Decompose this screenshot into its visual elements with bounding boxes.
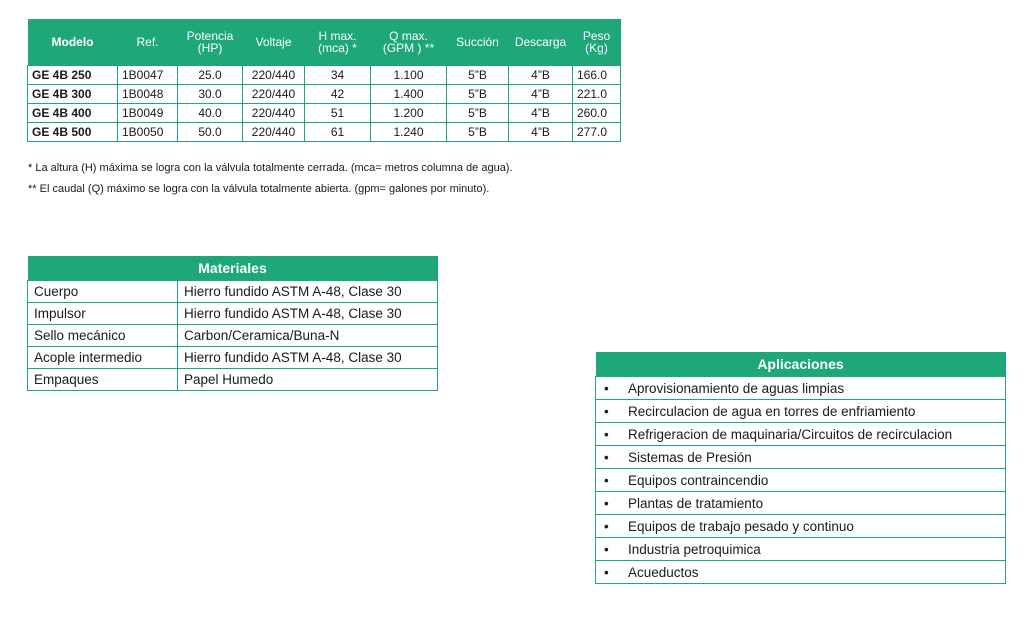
materials-table [27, 256, 438, 391]
list-item [596, 538, 1006, 561]
table-row [28, 325, 438, 347]
bullet-icon: • [604, 541, 609, 557]
cell-voltaje: 220/440 [243, 66, 305, 85]
header-hmax-line2: (mca) * [318, 41, 357, 55]
application-text: Sistemas de Presión [628, 449, 752, 465]
table-row [28, 369, 438, 391]
cell-ref: 1B0049 [118, 104, 178, 123]
table-row [28, 281, 438, 303]
material-value: Hierro fundido ASTM A-48, Clase 30 [178, 281, 438, 303]
header-potencia-line2: (HP) [197, 41, 223, 55]
cell-ref: 1B0050 [118, 123, 178, 142]
application-text: Equipos contraincendio [628, 472, 769, 488]
cell-succion: 5”B [447, 85, 509, 104]
header-peso-line1: Peso [582, 29, 611, 43]
cell-descarga: 4”B [509, 123, 573, 142]
list-item [596, 515, 1006, 538]
bullet-icon: • [604, 564, 609, 580]
table-row [28, 123, 621, 142]
header-peso-line2: (Kg) [585, 41, 608, 55]
specs-header-row [28, 19, 621, 66]
cell-ref: 1B0048 [118, 85, 178, 104]
cell-succion: 5”B [447, 104, 509, 123]
header-qmax-line1: Q max. [389, 29, 428, 43]
application-text: Acueductos [628, 564, 699, 580]
footnote-height: * La altura (H) máxima se logra con la válvula totalmente cerrada. (mca= metros columna de agua). [28, 162, 513, 174]
application-text: Industria petroquimica [628, 541, 761, 557]
cell-modelo: GE 4B 250 [28, 66, 118, 85]
cell-peso: 260.0 [573, 104, 621, 123]
application-text: Aprovisionamiento de aguas limpias [628, 380, 845, 396]
cell-voltaje: 220/440 [243, 104, 305, 123]
header-modelo: Modelo [28, 19, 118, 66]
list-item [596, 561, 1006, 584]
list-item [596, 423, 1006, 446]
cell-ref: 1B0047 [118, 66, 178, 85]
table-row [28, 85, 621, 104]
application-text: Plantas de tratamiento [628, 495, 764, 511]
cell-hmax: 61 [305, 123, 371, 142]
cell-hmax: 34 [305, 66, 371, 85]
material-value: Carbon/Ceramica/Buna-N [178, 325, 438, 347]
bullet-icon: • [604, 449, 609, 465]
cell-hmax: 51 [305, 104, 371, 123]
cell-voltaje: 220/440 [243, 85, 305, 104]
applications-title: Aplicaciones [596, 352, 1006, 377]
cell-peso: 277.0 [573, 123, 621, 142]
header-voltaje: Voltaje [243, 19, 305, 66]
cell-potencia: 25.0 [178, 66, 243, 85]
cell-hmax: 42 [305, 85, 371, 104]
cell-potencia: 40.0 [178, 104, 243, 123]
cell-potencia: 50.0 [178, 123, 243, 142]
header-potencia-line1: Potencia [186, 29, 234, 43]
bullet-icon: • [604, 518, 609, 534]
cell-modelo: GE 4B 300 [28, 85, 118, 104]
material-label: Sello mecánico [28, 325, 178, 347]
material-label: Cuerpo [28, 281, 178, 303]
cell-voltaje: 220/440 [243, 123, 305, 142]
header-hmax [305, 19, 371, 66]
specs-table [27, 19, 621, 142]
applications-table [595, 352, 1006, 584]
table-row [28, 303, 438, 325]
cell-modelo: GE 4B 500 [28, 123, 118, 142]
cell-qmax: 1.200 [371, 104, 447, 123]
table-row [28, 66, 621, 85]
header-succion: Succión [447, 19, 509, 66]
footnote-flow: ** El caudal (Q) máximo se logra con la válvula totalmente abierta. (gpm= galones por minuto). [28, 183, 490, 195]
header-descarga: Descarga [509, 19, 573, 66]
material-value: Hierro fundido ASTM A-48, Clase 30 [178, 347, 438, 369]
header-potencia [178, 19, 243, 66]
header-qmax [371, 19, 447, 66]
application-text: Equipos de trabajo pesado y continuo [628, 518, 854, 534]
bullet-icon: • [604, 380, 609, 396]
material-value: Hierro fundido ASTM A-48, Clase 30 [178, 303, 438, 325]
list-item [596, 377, 1006, 400]
cell-peso: 221.0 [573, 85, 621, 104]
materials-title: Materiales [28, 256, 438, 281]
cell-descarga: 4”B [509, 66, 573, 85]
table-row [28, 347, 438, 369]
material-label: Impulsor [28, 303, 178, 325]
list-item [596, 400, 1006, 423]
bullet-icon: • [604, 472, 609, 488]
header-hmax-line1: H max. [318, 29, 357, 43]
header-peso [573, 19, 621, 66]
material-label: Empaques [28, 369, 178, 391]
cell-qmax: 1.240 [371, 123, 447, 142]
bullet-icon: • [604, 403, 609, 419]
cell-potencia: 30.0 [178, 85, 243, 104]
cell-descarga: 4”B [509, 85, 573, 104]
bullet-icon: • [604, 495, 609, 511]
table-row [28, 104, 621, 123]
application-text: Recirculacion de agua en torres de enfriamiento [628, 403, 916, 419]
material-label: Acople intermedio [28, 347, 178, 369]
bullet-icon: • [604, 426, 609, 442]
cell-qmax: 1.400 [371, 85, 447, 104]
cell-qmax: 1.100 [371, 66, 447, 85]
list-item [596, 492, 1006, 515]
cell-succion: 5”B [447, 66, 509, 85]
header-qmax-line2: (GPM ) ** [382, 41, 435, 55]
cell-modelo: GE 4B 400 [28, 104, 118, 123]
list-item [596, 469, 1006, 492]
header-ref: Ref. [118, 19, 178, 66]
material-value: Papel Humedo [178, 369, 438, 391]
cell-succion: 5”B [447, 123, 509, 142]
cell-peso: 166.0 [573, 66, 621, 85]
list-item [596, 446, 1006, 469]
application-text: Refrigeracion de maquinaria/Circuitos de recirculacion [628, 426, 953, 442]
cell-descarga: 4”B [509, 104, 573, 123]
